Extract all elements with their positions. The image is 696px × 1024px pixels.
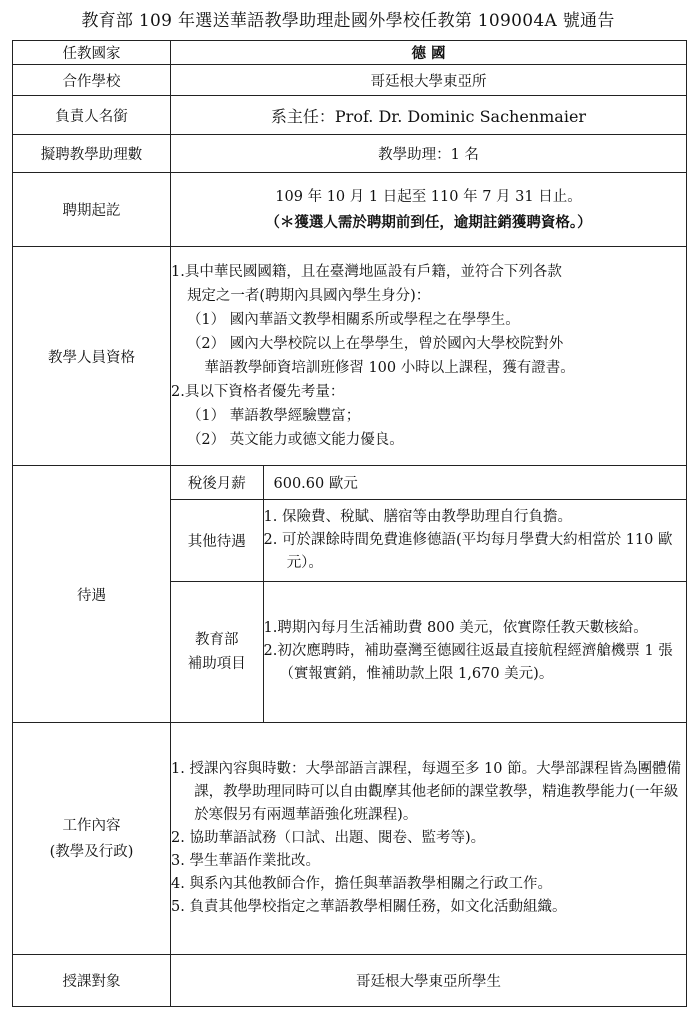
label-positions: 擬聘教學助理數 bbox=[13, 135, 171, 173]
label-contact: 負責人名銜 bbox=[13, 96, 171, 135]
qualification-line: （2） 國內大學校院以上在學學生，曾於國內大學校院對外 bbox=[186, 336, 564, 352]
period-note: （＊獲選人需於聘期前到任，逾期註銷獲聘資格。） bbox=[265, 213, 592, 231]
duty-item: 1. 授課內容與時數：大學部語言課程，每週至多 10 節。大學部課程皆為團體備課，教學助理同時可以自由觀摩其他老師的課堂教學，精進教學能力(一年級於寒假另有兩週華語強化班課程)。 bbox=[171, 761, 682, 823]
qualification-line: 2.具以下資格者優先考量： bbox=[171, 384, 345, 400]
row-benefits bbox=[13, 466, 687, 723]
duty-item: 2. 協助華語試務（口試、出題、閱卷、監考等)。 bbox=[171, 830, 486, 846]
moe-label-line2: 補助項目 bbox=[187, 655, 246, 672]
label-target: 授課對象 bbox=[13, 955, 171, 1007]
label-qualifications: 教學人員資格 bbox=[13, 247, 171, 466]
duty-item: 5. 負責其他學校指定之華語教學相關任務，如文化活動組織。 bbox=[171, 899, 567, 915]
moe-item: 1.聘期內每月生活補助費 800 美元，依實際任教天數核給。 bbox=[263, 620, 648, 637]
label-school: 合作學校 bbox=[13, 65, 171, 96]
benefits-moe-row bbox=[171, 581, 686, 722]
page-title: 教育部 109 年選送華語教學助理赴國外學校任教第 109004A 號通告 bbox=[81, 11, 615, 31]
other-item: 2. 可於課餘時間免費進修德語(平均每月學費大約相當於 110 歐元）。 bbox=[263, 531, 673, 571]
other-item: 1. 保險費、稅賦、膳宿等由教學助理自行負擔。 bbox=[263, 508, 572, 525]
duty-item: 3. 學生華語作業批改。 bbox=[171, 853, 320, 869]
qualification-line: （2） 英文能力或德文能力優良。 bbox=[186, 432, 404, 448]
row-positions bbox=[13, 135, 687, 173]
salary-label: 稅後月薪 bbox=[171, 466, 263, 499]
moe-label-line1: 教育部 bbox=[195, 631, 239, 648]
row-country bbox=[13, 41, 687, 65]
salary-value: 600.60 歐元 bbox=[263, 466, 686, 499]
duty-item: 4. 與系內其他教師合作，擔任與華語教學相關之行政工作。 bbox=[171, 876, 552, 892]
benefits-subtable bbox=[171, 466, 686, 722]
other-label: 其他待遇 bbox=[171, 499, 263, 581]
qualification-line: 華語教學師資培訓班修習 100 小時以上課程，獲有證書。 bbox=[204, 360, 575, 376]
row-school bbox=[13, 65, 687, 96]
period-dates: 109 年 10 月 1 日起至 110 年 7 月 31 日止。 bbox=[275, 188, 582, 205]
label-country: 任教國家 bbox=[13, 41, 171, 65]
row-target bbox=[13, 955, 687, 1007]
notice-table bbox=[12, 40, 687, 1007]
label-period: 聘期起訖 bbox=[13, 173, 171, 247]
benefits-other-row bbox=[171, 499, 686, 581]
moe-item: 2.初次應聘時，補助臺灣至德國往返最直接航程經濟艙機票 1 張（實報實銷，惟補助款上限 1,670 美元)。 bbox=[263, 643, 673, 683]
benefits-salary-row bbox=[171, 466, 686, 499]
value-positions: 教學助理：1 名 bbox=[171, 135, 687, 173]
row-contact bbox=[13, 96, 687, 135]
value-contact: 系主任：Prof. Dr. Dominic Sachenmaier bbox=[171, 96, 687, 135]
value-target: 哥廷根大學東亞所學生 bbox=[171, 955, 687, 1007]
qualification-line: （1） 華語教學經驗豐富； bbox=[186, 408, 361, 424]
value-school: 哥廷根大學東亞所 bbox=[171, 65, 687, 96]
value-country: 德 國 bbox=[171, 41, 687, 65]
qualification-line: 規定之一者(聘期內具國內學生身分)： bbox=[186, 288, 431, 304]
row-duties bbox=[13, 723, 687, 955]
duties-label-line2: (教學及行政) bbox=[49, 843, 134, 860]
qualification-line: 1.具中華民國國籍，且在臺灣地區設有戶籍，並符合下列各款 bbox=[171, 264, 562, 280]
duties-label-line1: 工作內容 bbox=[62, 817, 121, 834]
row-qualifications bbox=[13, 247, 687, 466]
qualification-line: （1） 國內華語文教學相關系所或學程之在學學生。 bbox=[186, 312, 520, 328]
row-period bbox=[13, 173, 687, 247]
label-benefits: 待遇 bbox=[13, 466, 171, 723]
